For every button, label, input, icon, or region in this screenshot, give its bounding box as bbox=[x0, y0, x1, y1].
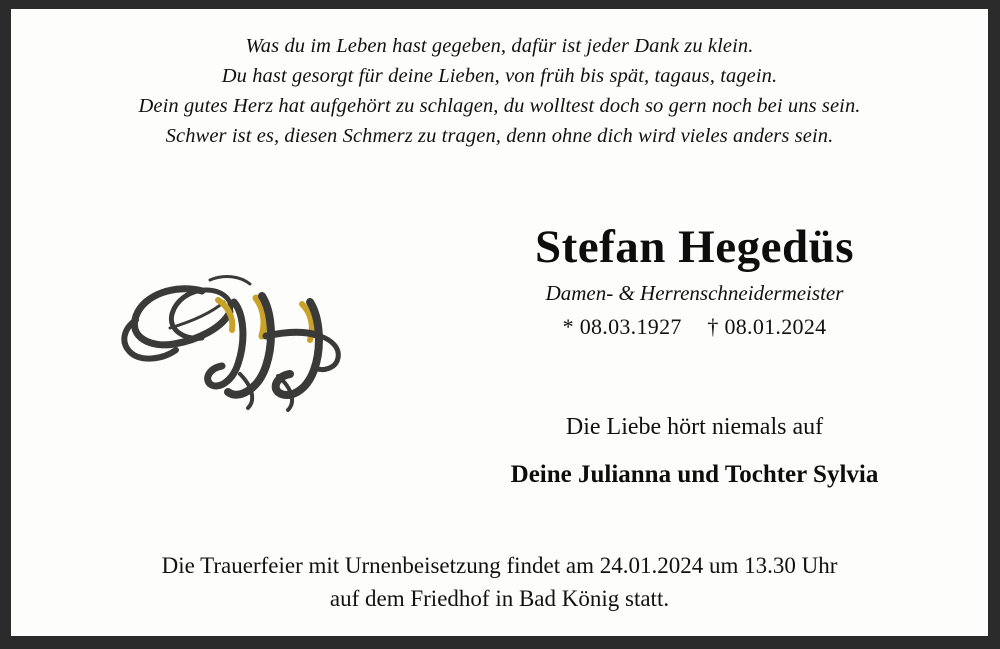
ceremony-info bbox=[11, 549, 988, 615]
death-date: 08.01.2024 bbox=[724, 314, 827, 339]
verse-line-3: Dein gutes Herz hat aufgehört zu schlagen, du wolltest doch so gern noch bei uns sein. bbox=[138, 95, 861, 117]
ceremony-line-1: Die Trauerfeier mit Urnenbeisetzung findet am 24.01.2024 um 13.30 Uhr bbox=[161, 553, 838, 578]
card-border-top bbox=[0, 0, 1000, 9]
death-symbol: † bbox=[707, 314, 719, 339]
card-border-bottom bbox=[0, 636, 1000, 649]
verse-line-1: Was du im Leben hast gegeben, dafür ist jeder Dank zu klein. bbox=[245, 35, 754, 57]
card-border-left bbox=[0, 0, 11, 649]
birth-symbol: * bbox=[562, 314, 574, 339]
mourners-list: Deine Julianna und Tochter Sylvia bbox=[510, 461, 879, 488]
deceased-name: Stefan Hegedüs bbox=[534, 221, 855, 273]
calligraphic-monogram-sh-icon bbox=[106, 244, 356, 419]
memorial-motto: Die Liebe hört niemals auf bbox=[565, 414, 824, 440]
card-inner bbox=[11, 9, 988, 636]
card-border-right bbox=[988, 0, 1000, 649]
birth-date: 08.03.1927 bbox=[579, 314, 682, 339]
verse-line-4: Schwer ist es, diesen Schmerz zu tragen, denn ohne dich wird vieles anders sein. bbox=[165, 125, 834, 147]
verse-line-2: Du hast gesorgt für deine Lieben, von früh bis spät, tagaus, tagein. bbox=[221, 65, 778, 87]
deceased-profession: Damen- & Herrenschneidermeister bbox=[545, 281, 844, 305]
ceremony-line-2: auf dem Friedhof in Bad König statt. bbox=[329, 586, 670, 611]
deceased-block bbox=[411, 219, 978, 340]
memorial-verse bbox=[11, 31, 988, 151]
life-dates bbox=[411, 314, 978, 340]
